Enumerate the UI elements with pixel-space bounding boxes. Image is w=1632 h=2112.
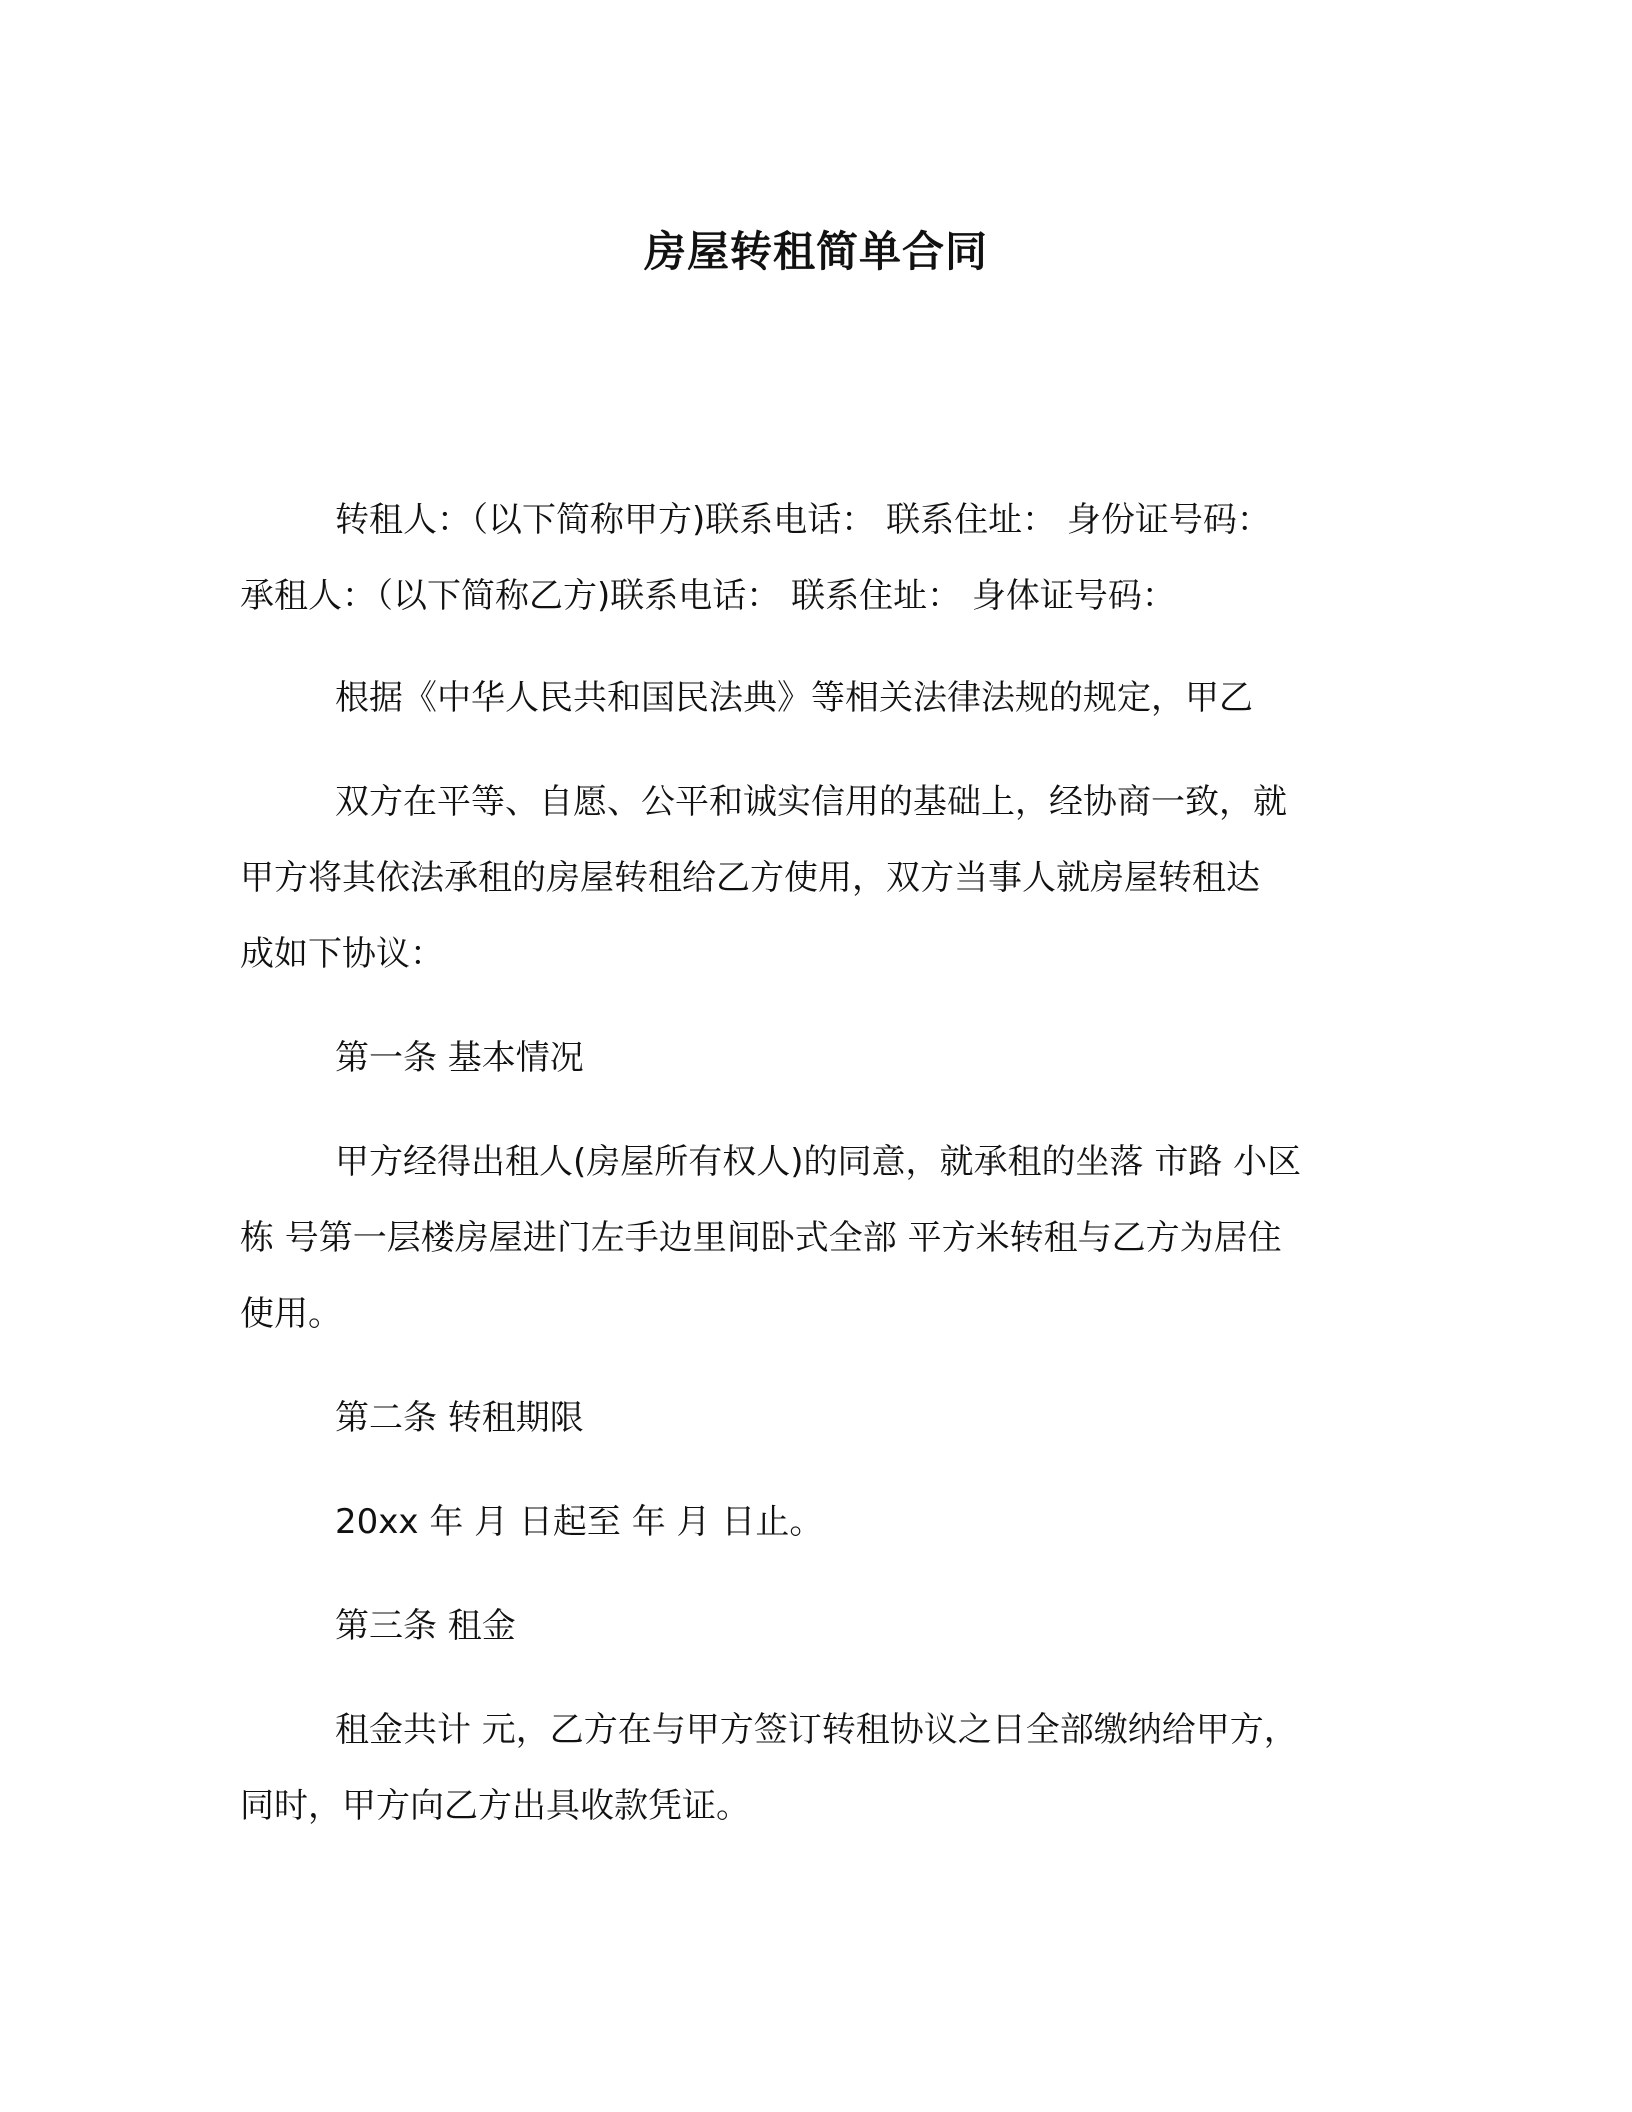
text-line-preamble-3: 甲方将其依法承租的房屋转租给乙方使用，双方当事人就房屋转租达: [240, 858, 1260, 898]
text-line-sublessor: 转租人：（以下简称甲方)联系电话： 联系住址： 身份证号码：: [335, 500, 1271, 540]
document-title: 房屋转租简单合同: [643, 227, 988, 276]
article-1-line-3: 使用。: [240, 1294, 342, 1334]
text-line-preamble-4: 成如下协议：: [240, 934, 444, 974]
text-line-preamble-1: 根据《中华人民共和国民法典》等相关法律法规的规定，甲乙: [335, 678, 1253, 718]
article-2-line-1: 20xx 年 月 日起至 年 月 日止。: [335, 1502, 824, 1542]
text-line-preamble-2: 双方在平等、自愿、公平和诚实信用的基础上，经协商一致，就: [335, 782, 1287, 822]
article-3-line-1: 租金共计 元，乙方在与甲方签订转租协议之日全部缴纳给甲方，: [335, 1710, 1298, 1750]
article-3-line-2: 同时，甲方向乙方出具收款凭证。: [240, 1786, 750, 1826]
article-2-heading: 第二条 转租期限: [335, 1398, 584, 1438]
article-1-line-1: 甲方经得出租人(房屋所有权人)的同意，就承租的坐落 市路 小区: [335, 1142, 1302, 1182]
article-1-line-2: 栋 号第一层楼房屋进门左手边里间卧式全部 平方米转租与乙方为居住: [240, 1218, 1282, 1258]
article-1-heading: 第一条 基本情况: [335, 1038, 584, 1078]
article-3-heading: 第三条 租金: [335, 1606, 516, 1646]
text-line-sublessee: 承租人：（以下简称乙方)联系电话： 联系住址： 身体证号码：: [240, 576, 1176, 616]
